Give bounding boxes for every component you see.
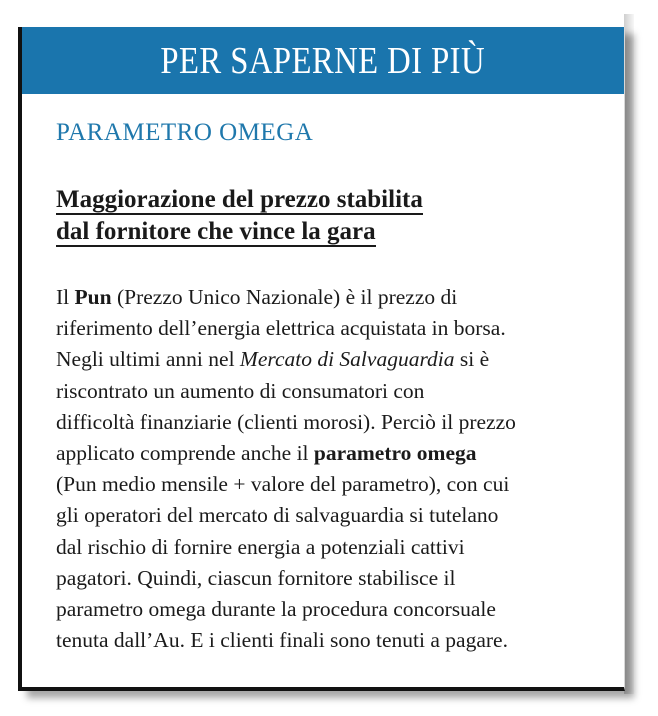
subtitle-line-2: dal fornitore che vince la gara bbox=[56, 218, 376, 245]
body-line bbox=[56, 376, 621, 407]
body-line bbox=[56, 313, 621, 344]
body-line bbox=[56, 282, 621, 313]
text-run: Negli ultimi anni nel bbox=[56, 347, 240, 372]
text-run: dal rischio di fornire energia a potenziali cattivi bbox=[56, 534, 465, 559]
text-run: pagatori. Quindi, ciascun fornitore stabilisce il bbox=[56, 565, 456, 590]
body-line bbox=[56, 563, 621, 594]
body-line bbox=[56, 500, 621, 531]
text-run: gli operatori del mercato di salvaguardia si tutelano bbox=[56, 503, 499, 528]
body-line bbox=[56, 625, 621, 656]
text-run: si è bbox=[454, 347, 490, 372]
body-line bbox=[56, 438, 621, 469]
text-run: riscontrato un aumento di consumatori con bbox=[56, 378, 425, 403]
body-paragraph bbox=[56, 282, 621, 656]
text-run: difficoltà finanziarie (clienti morosi). Perciò il prezzo bbox=[56, 409, 516, 434]
card-shadow bbox=[624, 14, 634, 694]
section-label: PARAMETRO OMEGA bbox=[56, 119, 314, 146]
body-line bbox=[56, 469, 621, 500]
body-line bbox=[56, 532, 621, 563]
header-title: PER SAPERNE DI PIÙ bbox=[160, 39, 486, 82]
text-run: applicato comprende anche il bbox=[56, 441, 314, 466]
text-run: Il bbox=[56, 285, 75, 309]
text-run: (Prezzo Unico Nazionale) è il prezzo di bbox=[111, 285, 458, 309]
subtitle-line-1: Maggiorazione del prezzo stabilita bbox=[56, 186, 423, 213]
bold-term: Pun bbox=[74, 285, 112, 309]
body-line bbox=[56, 344, 621, 375]
italic-term: Mercato di Salvaguardia bbox=[239, 347, 455, 372]
info-box bbox=[18, 27, 625, 691]
text-run: parametro omega durante la procedura concorsuale bbox=[56, 597, 496, 622]
body-line bbox=[56, 594, 621, 625]
header-bar bbox=[22, 27, 624, 94]
body-line bbox=[56, 407, 621, 438]
subtitle bbox=[56, 184, 596, 248]
text-run: riferimento dell’energia elettrica acquistata in borsa. bbox=[56, 316, 506, 341]
bold-term: parametro omega bbox=[313, 441, 477, 466]
text-run: tenuta dall’Au. E i clienti finali sono tenuti a pagare. bbox=[56, 628, 508, 653]
text-run: (Pun medio mensile + valore del parametro), con cui bbox=[56, 472, 510, 497]
